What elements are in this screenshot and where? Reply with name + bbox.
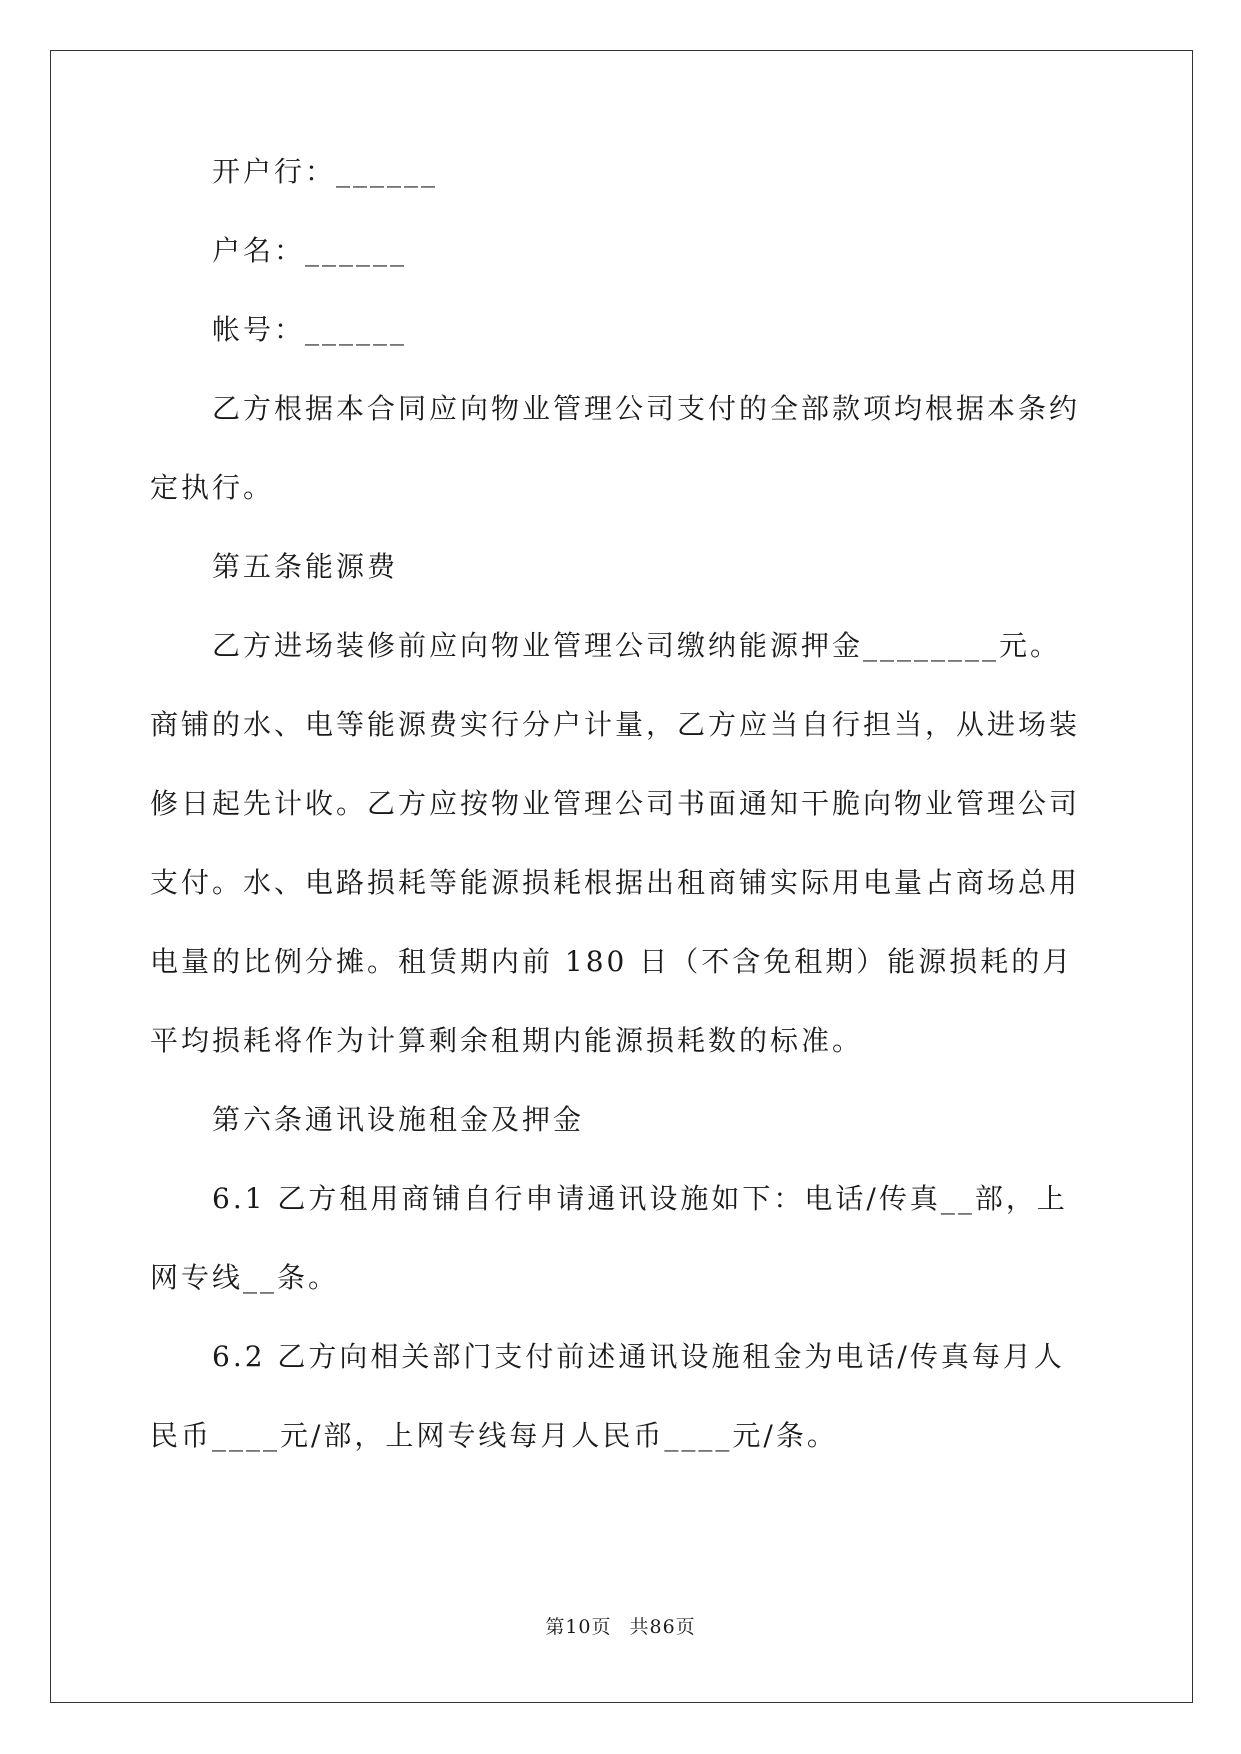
clause-6-1-paragraph: 6.1 乙方租用商铺自行申请通讯设施如下：电话/传真__部，上网专线__条。 — [150, 1182, 1068, 1294]
document-body — [150, 132, 1090, 1475]
account-name-line: 户名：______ — [212, 234, 408, 267]
article-5-heading: 第五条能源费 — [212, 550, 399, 583]
page-footer — [0, 1612, 1241, 1639]
energy-fee-paragraph: 乙方进场装修前应向物业管理公司缴纳能源押金________元。商铺的水、电等能源费实行分户计量，乙方应当自行担当，从进场装修日起先计收。乙方应按物业管理公司书面通知干脆向物业管理公司支付。水、电路损耗等能源损耗根据出租商铺实际用电量占商场总用电量的比例分摊。租赁期内前 180 日（不含免租期）能源损耗的月平均损耗将作为计算剩余租期内能源损耗数的标准。 — [150, 629, 1081, 1057]
bank-line: 开户行：______ — [212, 155, 439, 188]
account-number-line: 帐号：______ — [212, 313, 408, 346]
payment-clause-paragraph: 乙方根据本合同应向物业管理公司支付的全部款项均根据本条约定执行。 — [150, 392, 1081, 504]
clause-6-2-paragraph: 6.2 乙方向相关部门支付前述通讯设施租金为电话/传真每月人民币____元/部，上网专线每月人民币____元/条。 — [150, 1340, 1065, 1452]
article-6-heading: 第六条通讯设施租金及押金 — [212, 1103, 585, 1136]
page-number: 第10页 — [545, 1616, 612, 1638]
page-total: 共86页 — [629, 1616, 696, 1638]
